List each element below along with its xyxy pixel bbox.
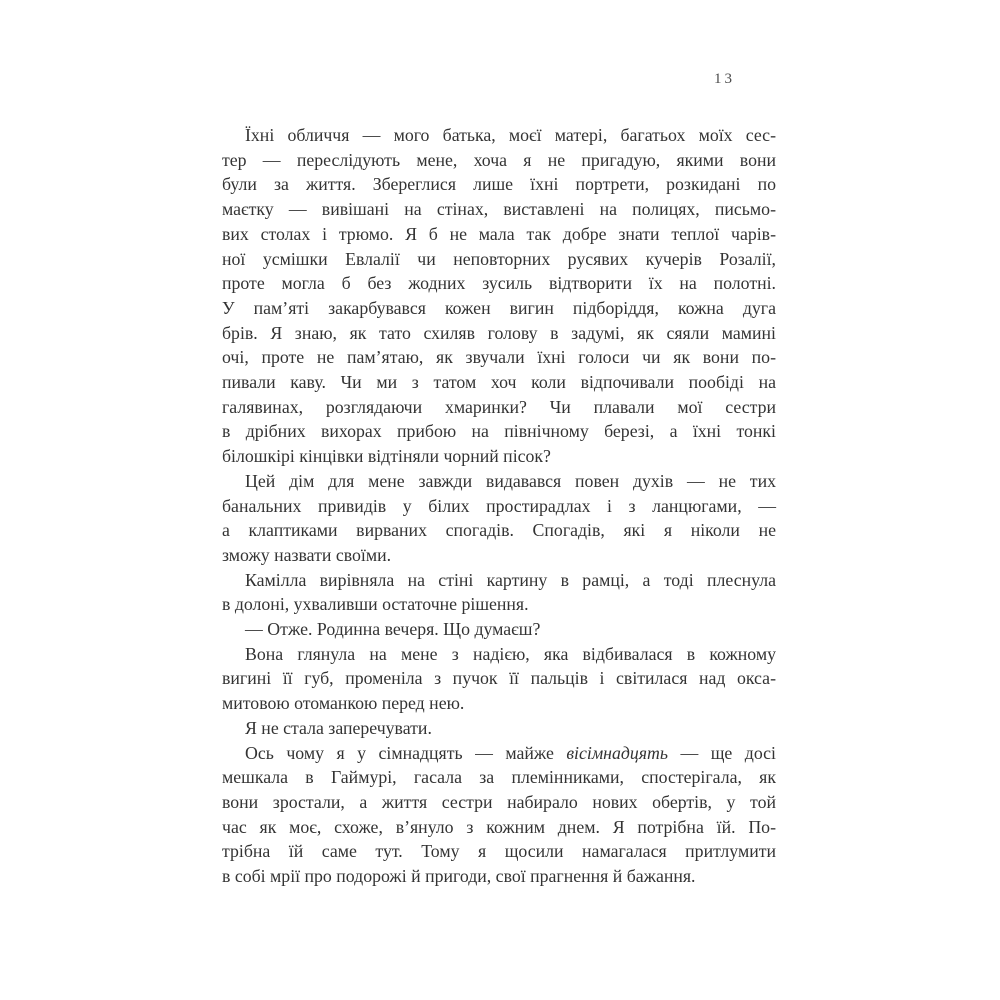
text-segment: вони зростали, а життя сестри набирало нових обертів, у той [222, 791, 776, 812]
text-line [222, 642, 776, 667]
text-segment: Їхні обличчя — мого батька, моєї матері, багатьох моїх сес- [245, 125, 776, 145]
text-line [222, 617, 776, 642]
text-line [222, 123, 776, 148]
text-line [222, 691, 776, 716]
paragraph [222, 469, 776, 568]
text-segment: — Отже. Родинна вечеря. Що думаєш? [245, 619, 541, 640]
text-segment: а клаптиками вирваних спогадів. Спогадів, які я ніколи не [222, 520, 776, 541]
text-segment: Цей дім для мене завжди видавався повен духів — не тих [245, 470, 776, 491]
text-segment: брів. Я знаю, як тато схиляв голову в задумі, як сяяли мамині [222, 322, 776, 343]
text-segment: Камілла вирівняла на стіні картину в рамці, а тоді плеснула [245, 569, 776, 590]
text-line [222, 839, 776, 864]
text-line [222, 444, 776, 469]
text-line [222, 370, 776, 395]
text-segment: галявинах, розглядаючи хмаринки? Чи плавали мої сестри [222, 396, 776, 417]
text-line [222, 790, 776, 815]
text-segment: в собі мрії про подорожі й пригоди, свої прагнення й бажання. [222, 866, 696, 887]
page-number: 13 [714, 71, 735, 87]
text-segment: в дрібних вихорах прибою на північному березі, а їхні тонкі [222, 421, 776, 442]
text-line [222, 271, 776, 296]
text-line [222, 321, 776, 346]
text-segment: в долоні, ухваливши остаточне рішення. [222, 594, 529, 615]
paragraph [222, 741, 776, 889]
text-line [222, 568, 776, 593]
text-line [222, 296, 776, 321]
italic-text-segment: вісімнадцять [566, 742, 668, 763]
text-segment: білошкірі кінцівки відтіняли чорний пісок? [222, 446, 551, 467]
text-line [222, 172, 776, 197]
paragraph [222, 617, 776, 642]
text-line [222, 247, 776, 272]
text-line [222, 222, 776, 247]
text-line [222, 345, 776, 370]
text-line [222, 197, 776, 222]
text-line [222, 419, 776, 444]
text-segment: вигині її губ, променіла з пучок її пальців і світилася над окса- [222, 668, 776, 689]
text-segment: Вона глянула на мене з надією, яка відбивалася в кожному [245, 643, 776, 664]
text-segment: трібна їй саме тут. Тому я щосили намагалася притлумити [222, 841, 776, 862]
text-line [222, 543, 776, 568]
text-line [222, 815, 776, 840]
text-line [222, 592, 776, 617]
text-line [222, 716, 776, 741]
text-line [222, 148, 776, 173]
text-line [222, 469, 776, 494]
text-line [222, 765, 776, 790]
text-line [222, 741, 776, 766]
text-segment: ної усмішки Евлалії чи неповторних русявих кучерів Розалії, [222, 248, 776, 269]
text-segment: очі, проте не пам’ятаю, як звучали їхні голоси чи як вони по- [222, 347, 776, 368]
text-segment: вих столах і трюмо. Я б не мала так добре знати теплої чарів- [222, 223, 776, 244]
text-segment: тер — переслідують мене, хоча я не пригадую, якими вони [222, 149, 776, 170]
text-segment: банальних привидів у білих простирадлах і з ланцюгами, — [222, 495, 776, 516]
text-segment: — ще досі [667, 742, 777, 763]
text-segment: Я не стала заперечувати. [245, 717, 432, 738]
text-segment: були за життя. Збереглися лише їхні портрети, розкидані по [222, 174, 776, 195]
text-block [222, 123, 776, 889]
text-line [222, 864, 776, 889]
text-line [222, 518, 776, 543]
text-segment: час як моє, схоже, в’януло з кожним днем. Я потрібна їй. По- [222, 816, 776, 837]
text-segment: пивали каву. Чи ми з татом хоч коли відпочивали пообіді на [222, 372, 776, 393]
text-line [222, 666, 776, 691]
paragraph [222, 568, 776, 617]
text-segment: маєтку — вивішані на стінах, виставлені на полицях, письмо- [222, 199, 776, 220]
text-segment: У пам’яті закарбувався кожен вигин підборіддя, кожна дуга [222, 297, 776, 318]
text-segment: мешкала в Гаймурі, гасала за племінниками, спостерігала, як [222, 767, 776, 788]
text-line [222, 494, 776, 519]
text-segment: зможу назвати своїми. [222, 544, 392, 565]
text-segment: проте могла б без жодних зусиль відтворити їх на полотні. [222, 273, 776, 294]
text-segment: митовою отоманкою перед нею. [222, 693, 465, 714]
paragraph [222, 642, 776, 716]
text-segment: Ось чому я у сімнадцять — майже [245, 742, 567, 763]
paragraph [222, 123, 776, 469]
text-line [222, 395, 776, 420]
paragraph [222, 716, 776, 741]
